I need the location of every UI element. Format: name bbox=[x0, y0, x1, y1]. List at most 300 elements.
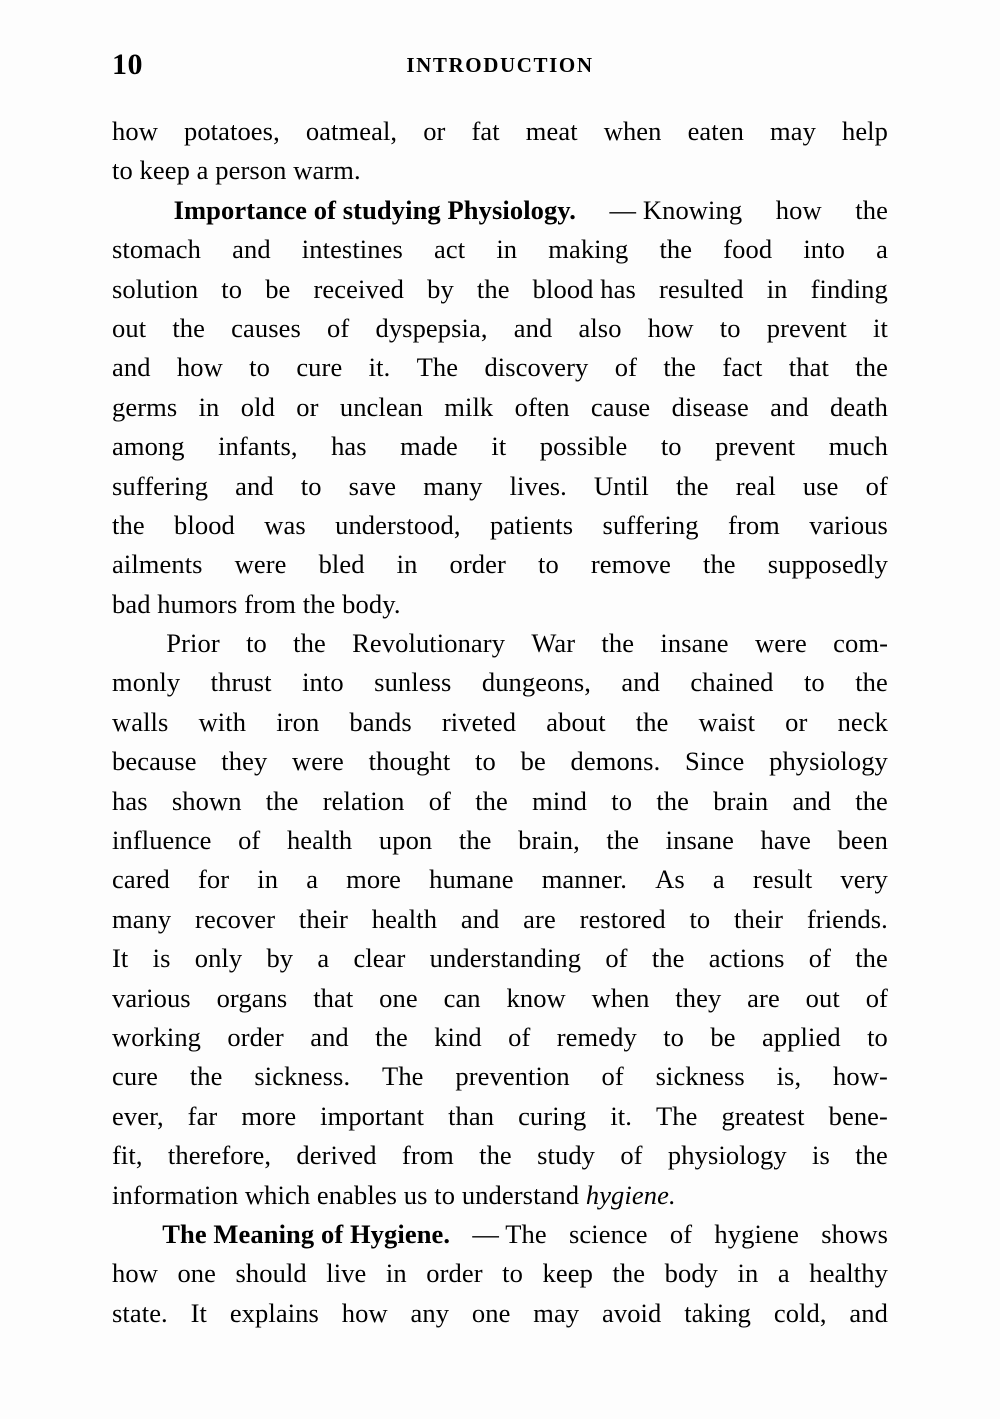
text-line bbox=[112, 467, 888, 506]
word: how bbox=[341, 1297, 388, 1328]
word: physiology bbox=[667, 1140, 787, 1171]
word: brain bbox=[713, 785, 769, 816]
word: thrust bbox=[210, 667, 272, 698]
word: upon bbox=[378, 825, 433, 856]
text-line bbox=[112, 663, 888, 702]
paragraph bbox=[112, 112, 888, 191]
word: has bbox=[112, 785, 148, 816]
word: or bbox=[423, 116, 446, 146]
word: in bbox=[198, 391, 220, 422]
word: with bbox=[198, 706, 247, 737]
text-line bbox=[112, 309, 888, 348]
word: manner. bbox=[541, 864, 628, 895]
word: the bbox=[476, 273, 510, 304]
word: in bbox=[737, 1258, 759, 1289]
word: help bbox=[841, 116, 888, 146]
word: Since bbox=[685, 746, 745, 777]
word: into bbox=[302, 667, 344, 698]
word: may bbox=[770, 116, 816, 146]
word: the bbox=[855, 943, 888, 974]
word: to bbox=[689, 903, 711, 934]
word: to bbox=[803, 667, 825, 698]
word: The bbox=[655, 1100, 698, 1131]
text-line bbox=[112, 821, 888, 860]
word: It bbox=[190, 1297, 207, 1328]
word: the bbox=[293, 628, 326, 659]
word: possible bbox=[539, 431, 628, 462]
text-line bbox=[112, 782, 888, 821]
word: to bbox=[502, 1258, 523, 1289]
word: potatoes, bbox=[183, 116, 280, 146]
word: the bbox=[189, 1061, 223, 1092]
text-line bbox=[112, 506, 888, 545]
word: intestines bbox=[301, 234, 403, 265]
word: among bbox=[112, 431, 185, 462]
word: oatmeal, bbox=[305, 116, 398, 146]
word: solution bbox=[112, 273, 199, 304]
word: various bbox=[809, 509, 888, 540]
word: neck bbox=[837, 706, 888, 737]
word: that bbox=[788, 352, 829, 383]
text-line bbox=[112, 348, 888, 387]
word: death bbox=[830, 391, 888, 422]
word: of bbox=[508, 1021, 531, 1052]
word: suffering bbox=[112, 470, 209, 501]
word: were bbox=[754, 628, 807, 659]
word: sickness. bbox=[254, 1061, 351, 1092]
word: how bbox=[647, 312, 694, 343]
word: is bbox=[152, 943, 171, 974]
word: save bbox=[348, 470, 397, 501]
word: actions bbox=[708, 943, 785, 974]
word: was bbox=[264, 509, 306, 540]
word: and bbox=[460, 903, 500, 934]
word: be bbox=[710, 1021, 736, 1052]
word: that bbox=[313, 982, 354, 1013]
word: Prior bbox=[166, 628, 220, 659]
word: various bbox=[112, 982, 191, 1013]
word: to bbox=[246, 628, 267, 659]
run-in-heading: Importance of studying Physiology. bbox=[173, 194, 576, 225]
word: walls bbox=[112, 706, 169, 737]
paragraph bbox=[112, 191, 888, 624]
word: understood, bbox=[335, 509, 461, 540]
word: influence bbox=[112, 825, 212, 856]
word: science bbox=[568, 1218, 648, 1249]
word: should bbox=[235, 1258, 307, 1289]
word: very bbox=[840, 864, 888, 895]
word: the bbox=[479, 1140, 512, 1171]
word: and bbox=[621, 667, 660, 698]
word: be bbox=[265, 273, 291, 304]
word: shown bbox=[171, 785, 242, 816]
word: many bbox=[423, 470, 483, 501]
word: the bbox=[855, 1140, 888, 1171]
word: act bbox=[434, 234, 466, 265]
word: and bbox=[849, 1297, 888, 1328]
word: fact bbox=[722, 352, 763, 383]
paragraph-indent bbox=[112, 624, 140, 663]
word: a bbox=[712, 864, 725, 895]
word: information which enables us to understand bbox=[112, 1179, 586, 1210]
word: state. bbox=[112, 1297, 168, 1328]
word: bled bbox=[318, 549, 365, 580]
word: dyspepsia, bbox=[375, 312, 488, 343]
word: of bbox=[605, 943, 628, 974]
word: many bbox=[112, 903, 172, 934]
word: bands bbox=[349, 706, 412, 737]
word: infants, bbox=[218, 431, 298, 462]
word: and bbox=[310, 1021, 349, 1052]
word: more bbox=[346, 864, 402, 895]
paragraph bbox=[112, 624, 888, 1215]
word: out bbox=[112, 312, 147, 343]
text-line bbox=[112, 427, 888, 466]
word: than bbox=[448, 1100, 495, 1131]
word: in bbox=[766, 273, 788, 304]
word: how bbox=[775, 194, 822, 225]
text-line bbox=[112, 545, 888, 584]
word: to bbox=[475, 746, 496, 777]
word: often bbox=[514, 391, 570, 422]
word: how- bbox=[833, 1061, 888, 1092]
word: the bbox=[663, 352, 697, 383]
word: of bbox=[669, 1218, 693, 1249]
text-line bbox=[112, 1294, 888, 1333]
word: it bbox=[873, 312, 888, 343]
text-line bbox=[112, 742, 888, 781]
body-text-block bbox=[112, 112, 888, 1333]
word: old bbox=[240, 391, 275, 422]
word: because bbox=[112, 746, 197, 777]
word: brain, bbox=[518, 825, 580, 856]
word: from bbox=[727, 509, 780, 540]
word: iron bbox=[276, 706, 320, 737]
word: suffering bbox=[602, 509, 699, 540]
word: of bbox=[865, 982, 888, 1013]
word: of bbox=[238, 825, 261, 856]
word: clear bbox=[353, 943, 406, 974]
word: insane bbox=[665, 825, 734, 856]
text-line bbox=[112, 388, 888, 427]
word: bene- bbox=[828, 1100, 888, 1131]
word: recover bbox=[195, 903, 276, 934]
word: any bbox=[410, 1297, 450, 1328]
word: greatest bbox=[721, 1100, 805, 1131]
word: of bbox=[620, 1140, 643, 1171]
word: a bbox=[306, 864, 319, 895]
word: humane bbox=[429, 864, 514, 895]
text-line bbox=[112, 939, 888, 978]
word: out bbox=[805, 982, 840, 1013]
word: cure bbox=[112, 1061, 158, 1092]
word: a bbox=[317, 943, 330, 974]
word: disease bbox=[671, 391, 749, 422]
word: study bbox=[537, 1140, 596, 1171]
word: one bbox=[471, 1297, 511, 1328]
word: thought bbox=[368, 746, 451, 777]
word: causes bbox=[231, 312, 301, 343]
word: and bbox=[770, 391, 809, 422]
word: has bbox=[331, 431, 367, 462]
running-head bbox=[112, 48, 888, 82]
text-line bbox=[112, 1136, 888, 1175]
word: sunless bbox=[374, 667, 452, 698]
word: how bbox=[176, 352, 223, 383]
word: cure bbox=[296, 352, 343, 383]
word: to bbox=[300, 470, 322, 501]
word: and bbox=[513, 312, 553, 343]
word: far bbox=[187, 1100, 218, 1131]
word: the bbox=[659, 234, 693, 265]
word: sickness bbox=[655, 1061, 745, 1092]
word: order bbox=[449, 549, 506, 580]
word: War bbox=[531, 628, 576, 659]
text-line bbox=[112, 900, 888, 939]
word: about bbox=[546, 706, 606, 737]
word: demons. bbox=[570, 746, 661, 777]
word: use bbox=[802, 470, 839, 501]
word: the bbox=[702, 549, 736, 580]
word: com- bbox=[833, 628, 888, 659]
word: making bbox=[548, 234, 629, 265]
word: the bbox=[265, 785, 299, 816]
word: be bbox=[520, 746, 546, 777]
word: keep bbox=[542, 1258, 593, 1289]
run-in-heading: The Meaning of Hygiene. bbox=[162, 1218, 451, 1249]
paragraph-indent bbox=[112, 1215, 140, 1254]
word: milk bbox=[444, 391, 494, 422]
word: the bbox=[458, 825, 492, 856]
word: healthy bbox=[809, 1258, 888, 1289]
word: to bbox=[719, 312, 741, 343]
text-line bbox=[112, 703, 888, 742]
text-line bbox=[112, 1057, 888, 1096]
word: more bbox=[241, 1100, 297, 1131]
word: eaten bbox=[687, 116, 744, 146]
word: one bbox=[379, 982, 418, 1013]
word: cared bbox=[112, 864, 170, 895]
word: prevention bbox=[455, 1061, 570, 1092]
word: of bbox=[614, 352, 637, 383]
word: remedy bbox=[556, 1021, 637, 1052]
word: chained bbox=[690, 667, 774, 698]
word: the bbox=[675, 470, 709, 501]
word: to bbox=[221, 273, 243, 304]
text-line bbox=[112, 270, 888, 309]
word: for bbox=[197, 864, 230, 895]
word: the bbox=[172, 312, 205, 343]
word: monly bbox=[112, 667, 181, 698]
word: it. bbox=[610, 1100, 632, 1131]
word: were bbox=[234, 549, 287, 580]
word: relation bbox=[322, 785, 405, 816]
word: the bbox=[855, 667, 888, 698]
word: The bbox=[416, 352, 459, 383]
word: their bbox=[734, 903, 784, 934]
word: can bbox=[443, 982, 481, 1013]
word: and bbox=[792, 785, 831, 816]
text-line bbox=[112, 860, 888, 899]
word: fit, bbox=[112, 1140, 143, 1171]
word: when bbox=[603, 116, 662, 146]
word: to bbox=[611, 785, 633, 816]
word: explains bbox=[229, 1297, 319, 1328]
text-line bbox=[112, 1097, 888, 1136]
word: of bbox=[601, 1061, 624, 1092]
paragraph-indent bbox=[112, 191, 140, 230]
word: of bbox=[808, 943, 831, 974]
word: the bbox=[855, 194, 888, 225]
word: remove bbox=[590, 549, 671, 580]
word: understanding bbox=[429, 943, 582, 974]
word: body bbox=[664, 1258, 719, 1289]
word: from bbox=[401, 1140, 454, 1171]
word: been bbox=[837, 825, 888, 856]
word: germs bbox=[112, 391, 178, 422]
word: waist bbox=[698, 706, 756, 737]
word: bad humors from the body. bbox=[112, 588, 401, 619]
word: the bbox=[651, 943, 685, 974]
word: to bbox=[249, 352, 270, 383]
word: food bbox=[723, 234, 773, 265]
word: also bbox=[578, 312, 622, 343]
word: to bbox=[538, 549, 559, 580]
word: only bbox=[194, 943, 243, 974]
running-head-title: INTRODUCTION bbox=[406, 53, 594, 77]
word: result bbox=[752, 864, 813, 895]
word: restored bbox=[579, 903, 666, 934]
word: patients bbox=[489, 509, 574, 540]
text-line bbox=[112, 1018, 888, 1057]
word: the bbox=[855, 352, 888, 383]
word: are bbox=[523, 903, 556, 934]
word: live bbox=[326, 1258, 367, 1289]
word: therefore, bbox=[167, 1140, 272, 1171]
text-line bbox=[112, 624, 888, 663]
word: working bbox=[112, 1021, 202, 1052]
word: unclean bbox=[339, 391, 423, 422]
word: when bbox=[591, 982, 650, 1013]
word: health bbox=[286, 825, 353, 856]
word: the bbox=[375, 1021, 408, 1052]
text-line bbox=[112, 1215, 888, 1254]
word: their bbox=[298, 903, 348, 934]
text-line bbox=[112, 112, 888, 151]
word: Until bbox=[593, 470, 649, 501]
word: The bbox=[382, 1061, 424, 1092]
word: lives. bbox=[509, 470, 567, 501]
word: It bbox=[112, 943, 129, 974]
word: derived bbox=[296, 1140, 377, 1171]
word: important bbox=[320, 1100, 425, 1131]
word: finding bbox=[810, 273, 888, 304]
word: and bbox=[235, 470, 274, 501]
word: to bbox=[663, 1021, 685, 1052]
word: is bbox=[812, 1140, 830, 1171]
word: of bbox=[428, 785, 451, 816]
paragraph bbox=[112, 1215, 888, 1333]
word: to keep a person warm. bbox=[112, 155, 361, 186]
text-line bbox=[112, 979, 888, 1018]
word: shows bbox=[821, 1218, 888, 1249]
word: organs bbox=[216, 982, 288, 1013]
word: prevent bbox=[766, 312, 847, 343]
word: blood bbox=[174, 509, 235, 540]
word: cause bbox=[590, 391, 651, 422]
word: stomach bbox=[112, 234, 202, 265]
word: As bbox=[655, 864, 685, 895]
word: by bbox=[266, 943, 294, 974]
word: a bbox=[876, 234, 888, 265]
word: it bbox=[491, 431, 507, 462]
word: in bbox=[257, 864, 279, 895]
word: were bbox=[292, 746, 344, 777]
word: cold, bbox=[773, 1297, 827, 1328]
word: are bbox=[747, 982, 780, 1013]
word: or bbox=[785, 706, 808, 737]
word: made bbox=[400, 431, 458, 462]
italic-term: hygiene. bbox=[585, 1179, 676, 1210]
word: insane bbox=[660, 628, 729, 659]
word: taking bbox=[684, 1297, 752, 1328]
word: in bbox=[496, 234, 518, 265]
text-line bbox=[112, 191, 888, 230]
word: they bbox=[221, 746, 268, 777]
word: in bbox=[385, 1258, 407, 1289]
word: in bbox=[396, 549, 418, 580]
word: prevent bbox=[715, 431, 796, 462]
word: health bbox=[371, 903, 438, 934]
word: how bbox=[112, 116, 158, 146]
word: of bbox=[327, 312, 350, 343]
word: discovery bbox=[484, 352, 589, 383]
word: curing bbox=[518, 1100, 587, 1131]
text-line bbox=[112, 585, 888, 624]
text-line bbox=[112, 1254, 888, 1293]
word: supposedly bbox=[767, 549, 888, 580]
word: of bbox=[865, 470, 888, 501]
word: order bbox=[426, 1258, 483, 1289]
word: ailments bbox=[112, 549, 203, 580]
word: have bbox=[760, 825, 811, 856]
word: meat bbox=[525, 116, 578, 146]
word: real bbox=[735, 470, 776, 501]
word: dungeons, bbox=[481, 667, 591, 698]
word: Revolutionary bbox=[352, 628, 506, 659]
word: or bbox=[296, 391, 319, 422]
word: to bbox=[660, 431, 682, 462]
word: mind bbox=[532, 785, 588, 816]
word: riveted bbox=[441, 706, 517, 737]
word: — The bbox=[472, 1218, 547, 1249]
word: they bbox=[675, 982, 722, 1013]
word: ever, bbox=[112, 1100, 164, 1131]
word: the bbox=[606, 825, 640, 856]
word: by bbox=[427, 273, 454, 304]
word: and bbox=[232, 234, 271, 265]
text-line bbox=[112, 1176, 888, 1215]
word: to bbox=[867, 1021, 888, 1052]
word: kind bbox=[434, 1021, 482, 1052]
word: how bbox=[112, 1258, 158, 1289]
word: resulted bbox=[658, 273, 744, 304]
word: the bbox=[601, 628, 635, 659]
word: the bbox=[635, 706, 669, 737]
word: fat bbox=[471, 116, 500, 146]
word: the bbox=[612, 1258, 646, 1289]
page-number: 10 bbox=[112, 48, 143, 81]
